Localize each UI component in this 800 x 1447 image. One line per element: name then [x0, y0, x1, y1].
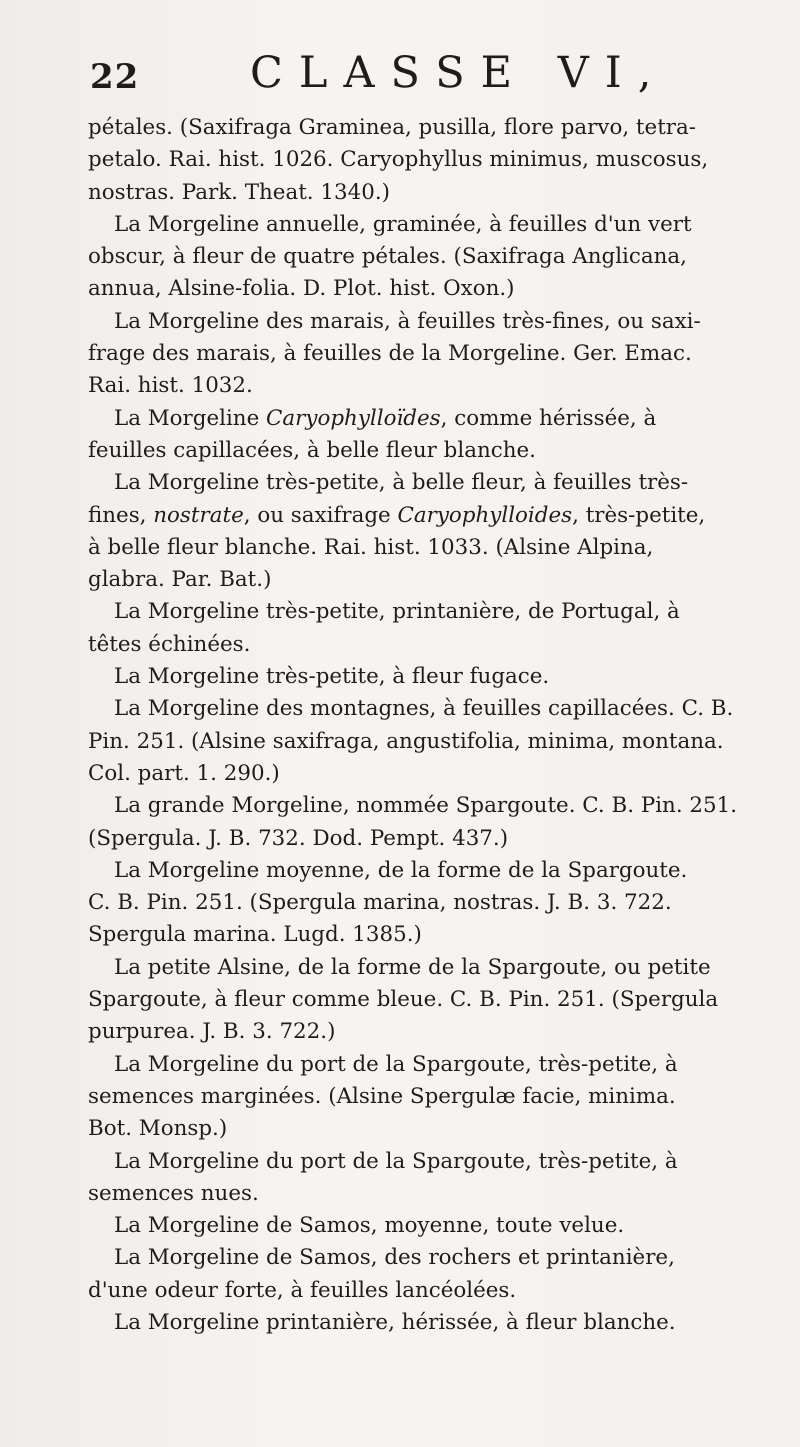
text-line: Pin. 251. (Alsine saxifraga, angustifolia, minima, montana.	[88, 728, 724, 754]
text-line: La Morgeline des montagnes, à feuilles capillacées. C. B.	[114, 696, 734, 722]
text-line: nostras. Park. Theat. 1340.)	[88, 179, 390, 205]
paragraph-15	[88, 1242, 740, 1307]
text-line: La Morgeline très-petite, printanière, de Portugal, à	[114, 599, 680, 625]
paragraph-5	[88, 467, 740, 596]
text-run: , ou saxifrage	[243, 502, 398, 528]
italic-term: Caryophylloides	[397, 502, 573, 528]
paragraph-11	[88, 952, 740, 1049]
text-line: Rai. hist. 1032.	[88, 373, 253, 399]
paragraph-12	[88, 1049, 740, 1146]
text-line: purpurea. J. B. 3. 722.)	[88, 1019, 336, 1045]
paragraph-6	[88, 596, 740, 661]
text-run: , comme hérissée, à	[440, 405, 657, 431]
text-line: La Morgeline printanière, hérissée, à fleur blanche.	[114, 1309, 676, 1335]
page-body	[88, 112, 740, 1339]
text-line: Spargoute, à fleur comme bleue. C. B. Pin. 251. (Spergula	[88, 987, 719, 1013]
text-line: annua, Alsine-folia. D. Plot. hist. Oxon.)	[88, 276, 515, 302]
text-line: obscur, à fleur de quatre pétales. (Saxifraga Anglicana,	[88, 244, 687, 270]
italic-term: Caryophylloïdes	[266, 405, 441, 431]
paragraph-3	[88, 306, 740, 403]
text-line	[88, 403, 740, 435]
text-line: La Morgeline du port de la Spargoute, très-petite, à	[114, 1051, 678, 1077]
text-line: Col. part. 1. 290.)	[88, 760, 280, 786]
text-line	[88, 500, 740, 532]
text-line: La Morgeline du port de la Spargoute, très-petite, à	[114, 1148, 678, 1174]
text-line: têtes échinées.	[88, 631, 251, 657]
paragraph-16	[88, 1307, 740, 1339]
paragraph-2	[88, 209, 740, 306]
text-line: La petite Alsine, de la forme de la Spargoute, ou petite	[114, 954, 711, 980]
text-line: Spergula marina. Lugd. 1385.)	[88, 922, 422, 948]
text-line: pétales. (Saxifraga Graminea, pusilla, flore parvo, tetra-	[88, 115, 696, 140]
text-line: (Spergula. J. B. 732. Dod. Pempt. 437.)	[88, 825, 509, 851]
text-line: C. B. Pin. 251. (Spergula marina, nostras. J. B. 3. 722.	[88, 890, 672, 916]
paragraph-9	[88, 790, 740, 855]
text-line: La Morgeline de Samos, des rochers et printanière,	[114, 1245, 675, 1271]
text-line: d'une odeur forte, à feuilles lancéolées.	[88, 1277, 517, 1303]
text-line: La Morgeline des marais, à feuilles très-fines, ou saxi-	[114, 308, 701, 334]
paragraph-10	[88, 855, 740, 952]
text-line: glabra. Par. Bat.)	[88, 567, 272, 593]
running-head: CLASSE VI,	[250, 48, 668, 98]
text-line: La Morgeline très-petite, à belle fleur, à feuilles très-	[114, 470, 689, 496]
text-run: , très-petite,	[572, 502, 706, 528]
text-line: La Morgeline annuelle, graminée, à feuilles d'un vert	[114, 211, 692, 237]
text-line: Bot. Monsp.)	[88, 1116, 228, 1142]
page-header	[88, 48, 730, 102]
paragraph-7	[88, 661, 740, 693]
paragraph-14	[88, 1210, 740, 1242]
text-line: La Morgeline très-petite, à fleur fugace.	[114, 664, 550, 690]
paragraph-8	[88, 693, 740, 790]
text-line: La Morgeline moyenne, de la forme de la Spargoute.	[114, 857, 688, 883]
italic-term: nostrate	[153, 502, 244, 528]
text-line: à belle fleur blanche. Rai. hist. 1033. (Alsine Alpina,	[88, 534, 654, 560]
text-line: La Morgeline de Samos, moyenne, toute velue.	[114, 1213, 625, 1239]
paragraph-1	[88, 112, 740, 209]
text-line: semences nues.	[88, 1180, 259, 1206]
paragraph-13	[88, 1146, 740, 1211]
text-run: fines,	[88, 502, 154, 528]
text-line: La grande Morgeline, nommée Spargoute. C. B. Pin. 251.	[114, 793, 738, 819]
text-run: La Morgeline	[114, 405, 267, 431]
paragraph-4	[88, 403, 740, 468]
text-line: frage des marais, à feuilles de la Morgeline. Ger. Emac.	[88, 341, 692, 367]
text-line: semences marginées. (Alsine Spergulæ facie, minima.	[88, 1083, 676, 1109]
page-number: 22	[90, 57, 140, 97]
text-line: feuilles capillacées, à belle fleur blanche.	[88, 437, 536, 463]
text-line: petalo. Rai. hist. 1026. Caryophyllus minimus, muscosus,	[88, 147, 709, 173]
